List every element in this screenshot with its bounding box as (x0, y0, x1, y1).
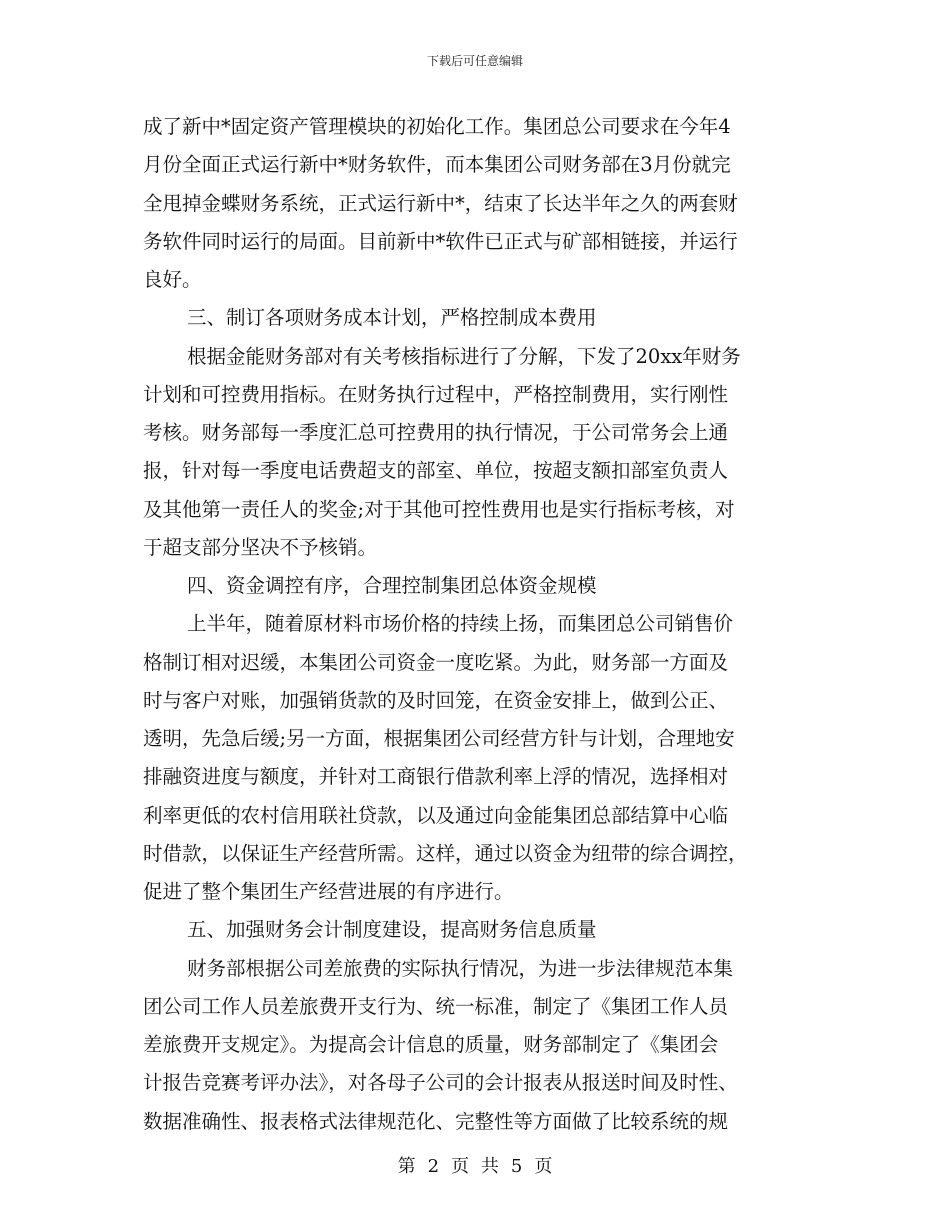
section-heading: 四、资金调控有序，合理控制集团总体资金规模 (187, 574, 597, 597)
document-body (143, 108, 813, 1141)
text-line: 差旅费开支规定》。为提高会计信息的质量，财务部制定了《集团会 (143, 1033, 719, 1056)
section-heading: 三、制订各项财务成本计划，严格控制成本费用 (187, 306, 597, 330)
text-line: 格制订相对迟缓，本集团公司资金一度吃紧。为此，财务部一方面及 (143, 650, 729, 674)
text-line: 数据准确性、报表格式法律规范化、完整性等方面做了比较系统的规 (143, 1109, 729, 1133)
text-line: 时与客户对账，加强销货款的及时回笼，在资金安排上，做到公正、 (143, 688, 729, 712)
section-heading: 五、加强财务会计制度建设，提高财务信息质量 (187, 918, 597, 942)
text-line: 务软件同时运行的局面。目前新中*软件已正式与矿部相链接，并运行 (143, 229, 738, 253)
text-line: 排融资进度与额度，并针对工商银行借款利率上浮的情况，选择相对 (143, 765, 729, 789)
text-line: 良好。 (143, 268, 202, 291)
text-line: 成了新中*固定资产管理模块的初始化工作。集团总公司要求在今年4 (143, 115, 731, 138)
text-line: 促进了整个集团生产经营进展的有序进行。 (143, 880, 514, 903)
page-total: 5 (510, 1156, 523, 1177)
paragraph-first-line: 根据金能财务部对有关考核指标进行了分解，下发了20xx年财务 (187, 344, 741, 368)
text-line: 利率更低的农村信用联社贷款，以及通过向金能集团总部结算中心临 (143, 803, 729, 827)
text-line: 计报告竞赛考评办法》，对各母子公司的会计报表从报送时间及时性、 (143, 1071, 738, 1095)
text-line: 时借款，以保证生产经营所需。这样，通过以资金为纽带的综合调控， (143, 841, 748, 865)
page-label-prefix: 第 (397, 1156, 416, 1177)
text-line: 月份全面正式运行新中*财务软件，而本集团公司财务部在3月份就完 (143, 153, 731, 177)
text-line: 全甩掉金蝶财务系统，正式运行新中*，结束了长达半年之久的两套财 (143, 191, 738, 215)
text-line: 报，针对每一季度电话费超支的部室、单位，按超支额扣部室负责人 (143, 459, 729, 483)
paragraph-first-line: 财务部根据公司差旅费的实际执行情况，为进一步法律规范本集 (187, 956, 734, 980)
text-line: 考核。财务部每一季度汇总可控费用的执行情况，于公司常务会上通 (143, 421, 729, 444)
page-number: 2 (427, 1156, 440, 1177)
paragraph-first-line: 上半年，随着原材料市场价格的持续上扬，而集团总公司销售价 (187, 612, 734, 636)
text-line: 于超支部分坚决不予核销。 (143, 535, 378, 559)
page-number-footer (0, 1152, 950, 1178)
text-line: 及其他第一责任人的奖金;对于其他可控性费用也是实行指标考核，对 (143, 497, 735, 521)
text-line: 团公司工作人员差旅费开支行为、统一标准，制定了《集团工作人员 (143, 994, 729, 1018)
text-line: 计划和可控费用指标。在财务执行过程中，严格控制费用，实行刚性 (143, 382, 729, 406)
page-label-suffix: 页 (534, 1156, 553, 1177)
text-line: 透明，先急后缓;另一方面，根据集团公司经营方针与计划，合理地安 (143, 727, 735, 750)
page-header-note: 下载后可任意编辑 (426, 54, 523, 68)
page-label-mid: 页 共 (451, 1156, 499, 1177)
